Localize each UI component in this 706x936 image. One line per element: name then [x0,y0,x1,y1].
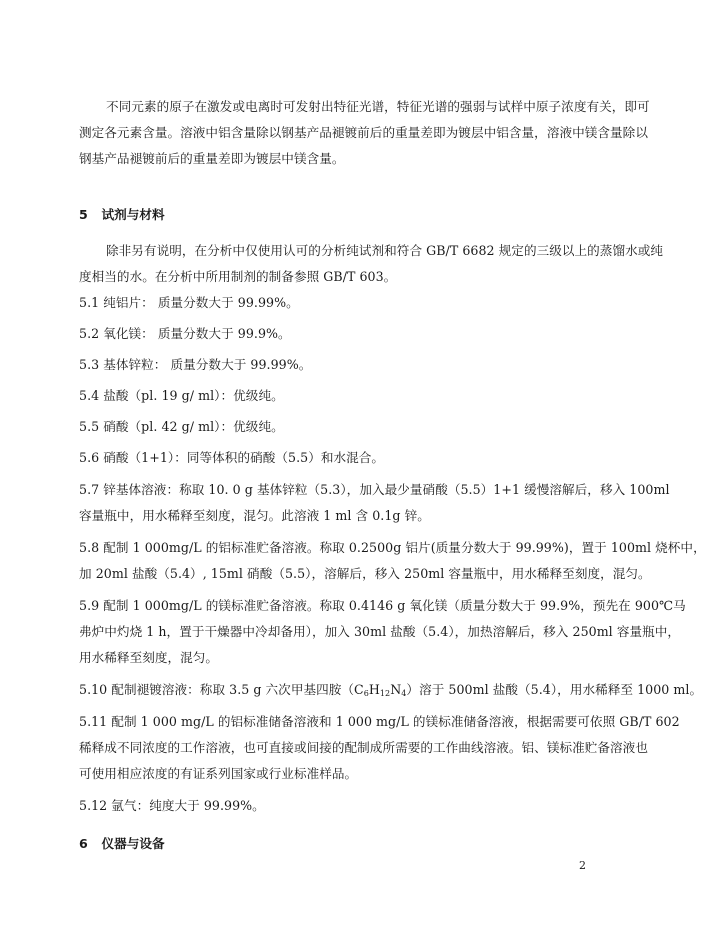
item-5-10-text-b: ）溶于 500ml 盐酸（5.4），用水稀释至 1000 ml。 [406,682,703,697]
intro-line-2: 测定各元素含量。溶液中铝含量除以钢基产品褪镀前后的重量差即为镀层中铝含量，溶液中镁含量除以 [79,125,648,140]
page-number: 2 [579,859,586,872]
section-5-title: 试剂与材料 [101,207,165,222]
section-6-number: 6 [79,836,88,851]
item-5-9-line-1: 5.9 配制 1 000mg/L 的镁标准贮备溶液。称取 0.4146 g 氧化镁（质量分数大于 99.9%，预先在 900℃马 [79,598,686,613]
item-5-2: 5.2 氧化镁： 质量分数大于 99.9%。 [79,326,291,341]
item-5-10 [79,682,702,698]
item-5-5: 5.5 硝酸（pl. 42 g/ ml）：优级纯。 [79,419,284,434]
item-5-3: 5.3 基体锌粒： 质量分数大于 99.99%。 [79,357,312,372]
item-5-7-line-2: 容量瓶中，用水稀释至刻度，混匀。此溶液 1 ml 含 0.1g 锌。 [79,508,430,523]
item-5-6: 5.6 硝酸（1+1）：同等体积的硝酸（5.5）和水混合。 [79,450,385,465]
item-5-9-line-3: 用水稀释至刻度，混匀。 [79,650,219,665]
item-5-11-line-2: 稀释成不同浓度的工作溶液，也可直接或间接的配制成所需要的工作曲线溶液。铝、镁标准贮备溶液也 [79,740,648,755]
item-5-10-text-a: 5.10 配制褪镀溶液：称取 3.5 g 六次甲基四胺（C [79,682,364,697]
intro-line-3: 钢基产品褪镀前后的重量差即为镀层中镁含量。 [79,151,345,166]
section-5-heading [79,207,165,223]
item-5-9-line-2: 弗炉中灼烧 1 h，置于干燥器中冷却备用），加入 30ml 盐酸（5.4），加热溶解后，移入 250ml 容量瓶中， [79,624,681,639]
section-5-intro-line-2: 度相当的水。在分析中所用制剂的制备参照 GB/T 603。 [79,269,397,284]
section-5-intro-line-1: 除非另有说明，在分析中仅使用认可的分析纯试剂和符合 GB/T 6682 规定的三级以上的蒸馏水或纯 [106,243,664,258]
item-5-8-line-2: 加 20ml 盐酸（5.4）, 15ml 硝酸（5.5），溶解后，移入 250ml 容量瓶中，用水稀释至刻度，混匀。 [79,566,651,581]
item-5-7-line-1: 5.7 锌基体溶液：称取 10. 0 g 基体锌粒（5.3），加入最少量硝酸（5.5）1+1 缓慢溶解后，移入 100ml [79,482,670,497]
item-5-10-n: N [390,682,402,697]
item-5-10-sub-4: 4 [401,689,407,698]
section-6-title: 仪器与设备 [101,836,165,851]
item-5-10-sub-6: 6 [363,689,369,698]
intro-line-1: 不同元素的原子在激发或电离时可发射出特征光谱，特征光谱的强弱与试样中原子浓度有关，即可 [106,99,650,114]
section-5-number: 5 [79,207,88,222]
item-5-1: 5.1 纯铝片： 质量分数大于 99.99%。 [79,295,299,310]
item-5-10-sub-12: 12 [379,689,391,698]
item-5-11-line-3: 可使用相应浓度的有证系列国家或行业标准样品。 [79,766,358,781]
item-5-8-line-1: 5.8 配制 1 000mg/L 的铝标准贮备溶液。称取 0.2500g 铝片(质量分数大于 99.99%)，置于 100ml 烧杯中， [79,540,706,555]
item-5-10-h: H [368,682,380,697]
section-6-heading [79,836,165,852]
item-5-11-line-1: 5.11 配制 1 000 mg/L 的铝标准储备溶液和 1 000 mg/L 的镁标准储备溶液，根据需要可依照 GB/T 602 [79,714,680,729]
item-5-4: 5.4 盐酸（pl. 19 g/ ml）：优级纯。 [79,388,284,403]
item-5-12: 5.12 氩气：纯度大于 99.99%。 [79,798,265,813]
